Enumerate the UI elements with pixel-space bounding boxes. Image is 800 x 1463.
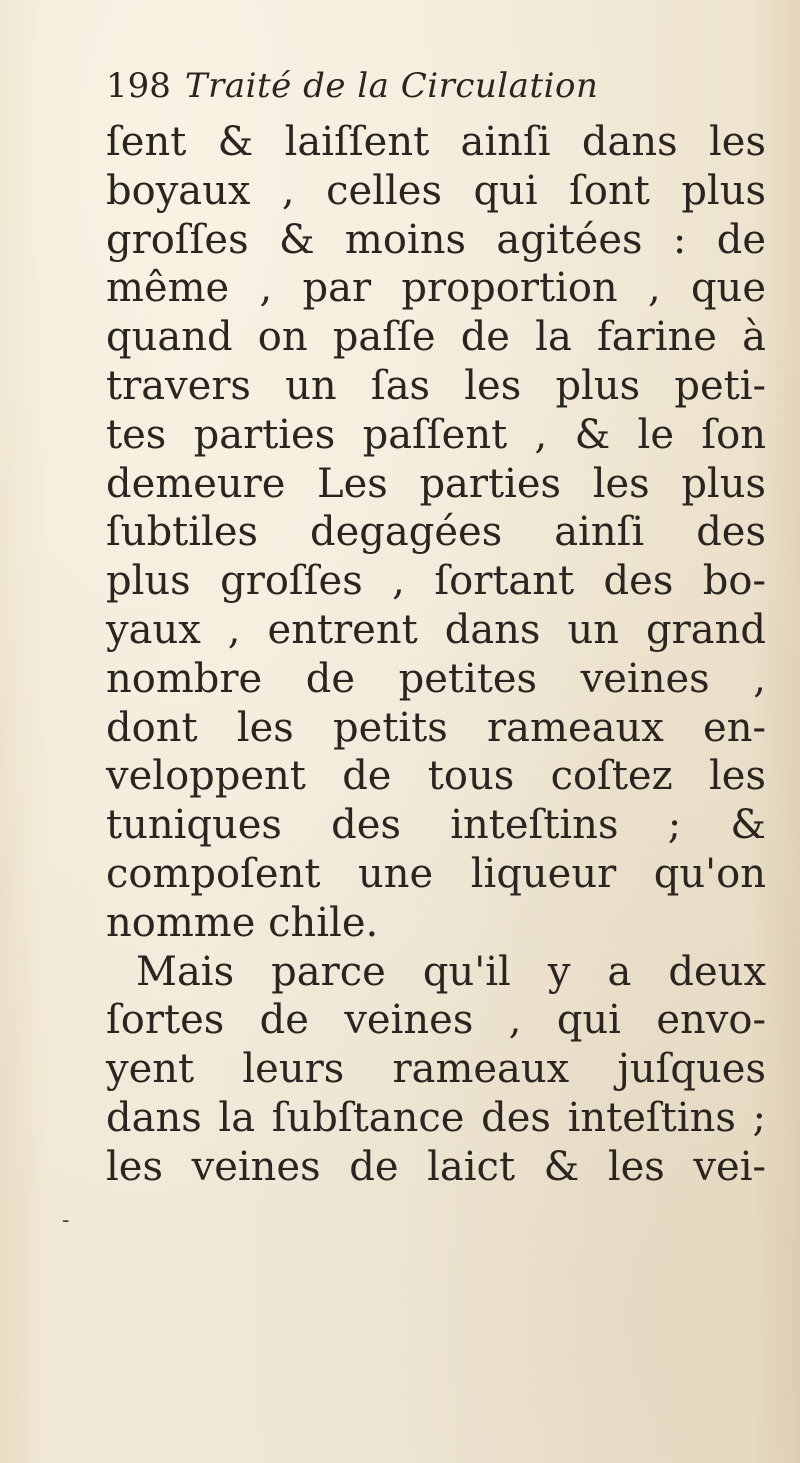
text-line: dont les petits rameaux en- xyxy=(106,704,766,751)
text-line: nombre de petites veines , xyxy=(106,655,766,702)
text-line: yaux , entrent dans un grand xyxy=(106,606,766,653)
page-number: 198 xyxy=(106,66,171,106)
text-line: même , par proportion , que xyxy=(106,265,766,312)
text-line: ſortes de veines , qui envo- xyxy=(106,997,766,1044)
text-line: les veines de laict & les vei- xyxy=(106,1143,766,1190)
margin-mark: - xyxy=(62,1208,70,1233)
text-line: yent leurs rameaux juſques xyxy=(106,1046,766,1093)
text-line: ſent & laiſſent ainſi dans les xyxy=(106,119,766,165)
text-line: travers un ſas les plus peti- xyxy=(106,362,766,409)
text-line: veloppent de tous coſtez les xyxy=(106,753,766,800)
running-title: Traité de la Circulation xyxy=(184,66,599,106)
text-line: nomme chile. xyxy=(106,899,379,946)
text-line: compoſent une liqueur qu'on xyxy=(106,850,766,897)
text-line: quand on paſſe de la farine à xyxy=(106,314,766,361)
text-line: demeure Les parties les plus xyxy=(106,460,766,507)
text-line: ſubtiles degagées ainſi des xyxy=(106,509,766,556)
body-text xyxy=(106,118,766,1192)
text-line: Mais parce qu'il y a deux xyxy=(136,948,766,995)
text-line: tuniques des inteſtins ; & xyxy=(106,802,766,849)
text-line: dans la ſubſtance des inteſtins ; xyxy=(106,1094,766,1141)
text-line: plus groſſes , ſortant des bo- xyxy=(106,558,766,605)
text-line: tes parties paſſent , & le ſon xyxy=(106,411,766,458)
text-line: groſſes & moins agitées : de xyxy=(106,216,766,263)
running-head xyxy=(106,66,598,106)
text-line: boyaux , celles qui ſont plus xyxy=(106,167,766,214)
